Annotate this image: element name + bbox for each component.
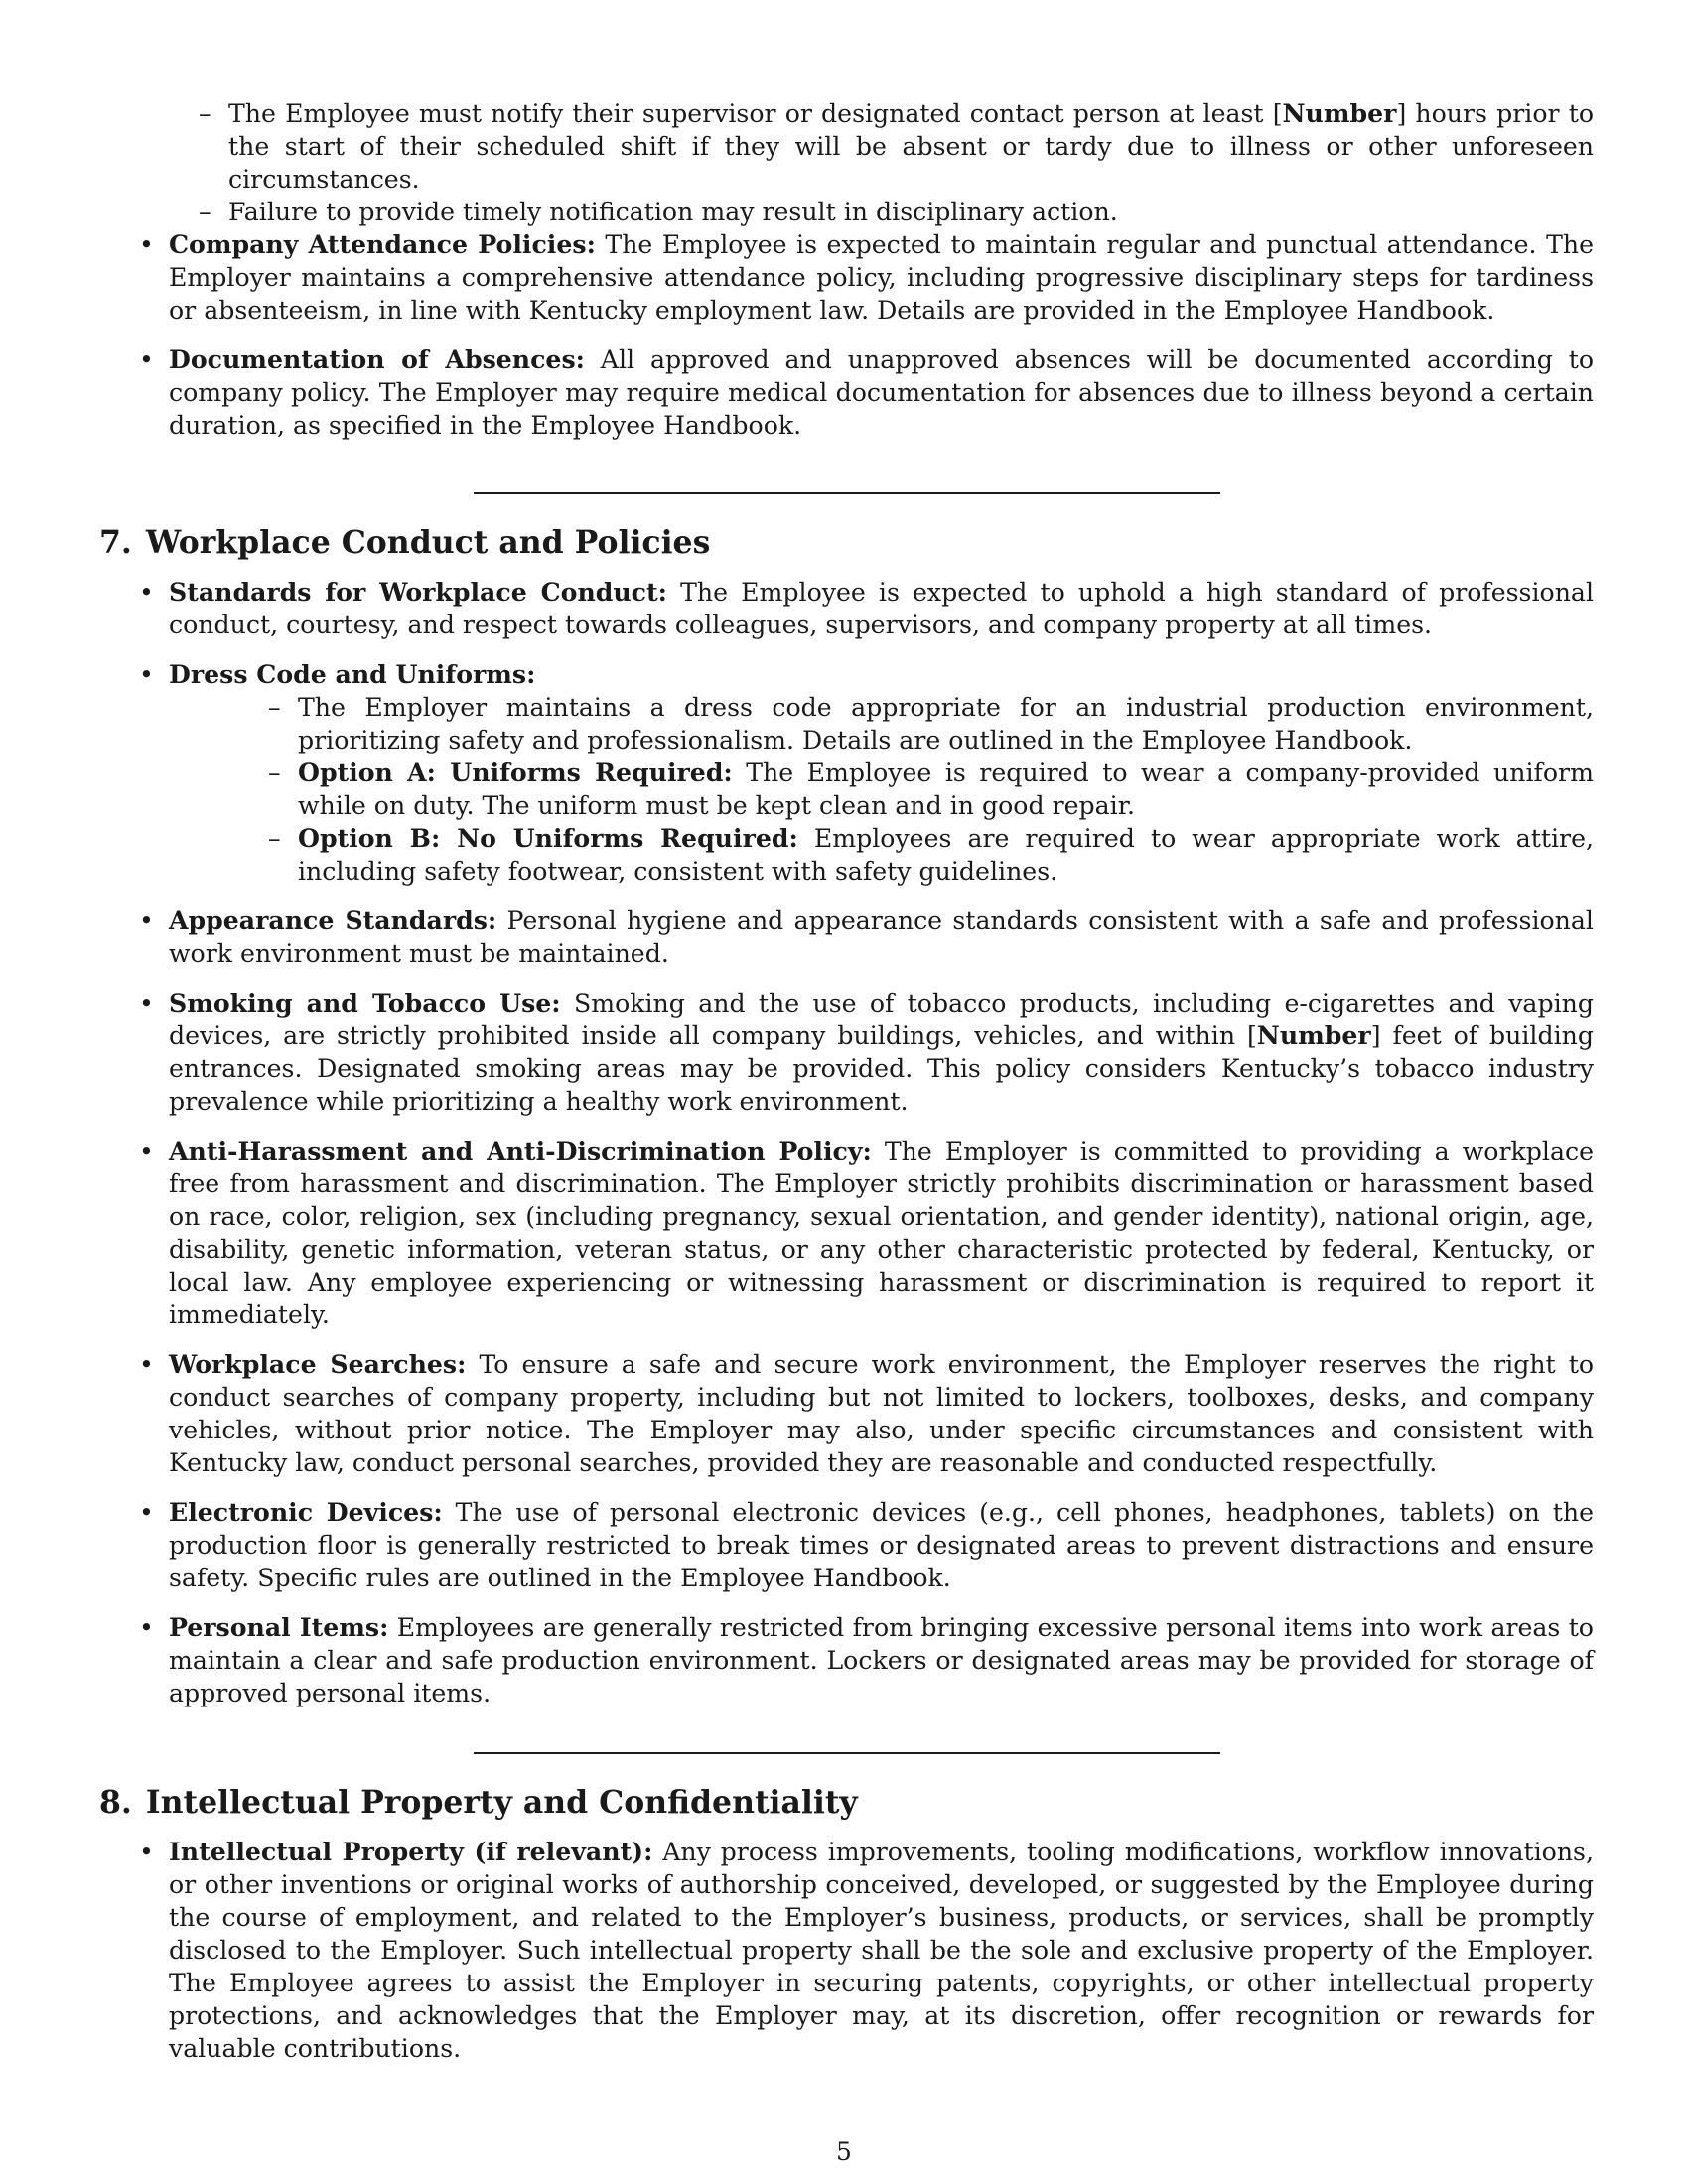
list-item: • Intellectual Property (if relevant): Any process improvements, tooling modifications, workflow innovations, or other inventions or original works of authorship conceived, developed, or suggested by the Employee during the course of employment, and related to the Employer’s business, products, or services, shall be promptly disclosed to the Employer. Such intellectual property shall be the sole and exclusive property of the Employer. The Employee agrees to assist the Employer in securing patents, copyrights, or other intellectual property protections, and acknowledges that the Employer may, at its discretion, offer recognition or rewards for valuable contributions. xyxy=(169,1836,1594,2065)
list-item: • Workplace Searches: To ensure a safe and secure work environment, the Employer reserves the right to conduct searches of company property, including but not limited to lockers, toolboxes, desks, and company vehicles, without prior notice. The Employer may also, under specific circumstances and consistent with Kentucky law, conduct personal searches, provided they are reasonable and conducted respectfully. xyxy=(169,1348,1594,1479)
section-heading: 7. Workplace Conduct and Policies xyxy=(99,524,711,561)
list-item: • Personal Items: Employees are generally restricted from bringing excessive personal items into work areas to maintain a clear and safe production environment. Lockers or designated areas may be provided for storage of approved personal items. xyxy=(169,1611,1594,1709)
dress-code-subitems xyxy=(169,691,1594,887)
list-item: – Failure to provide timely notification may result in disciplinary action. xyxy=(228,196,1594,228)
list-item: – Option B: No Uniforms Required: Employees are required to wear appropriate work attire, including safety footwear, consistent with safety guidelines. xyxy=(298,822,1594,887)
list-item: • Smoking and Tobacco Use: Smoking and the use of tobacco products, including e-cigarettes and vaping devices, are strictly prohibited inside all company buildings, vehicles, and within [Number] feet of building entrances. Designated smoking areas may be provided. This policy considers Kentucky’s tobacco industry prevalence while prioritizing a healthy work environment. xyxy=(169,987,1594,1118)
list-item: • Documentation of Absences: All approved and unapproved absences will be documented according to company policy. The Employer may require medical documentation for absences due to illness beyond a certain duration, as specified in the Employee Handbook. xyxy=(169,343,1594,442)
section-heading: 8. Intellectual Property and Confidentiality xyxy=(99,1784,858,1821)
list-item: • Anti-Harassment and Anti-Discrimination Policy: The Employer is committed to providing a workplace free from harassment and discrimination. The Employer strictly prohibits discrimination or harassment based on race, color, religion, sex (including pregnancy, sexual orientation, and gender identity), national origin, age, disability, genetic information, veteran status, or any other characteristic protected by federal, Kentucky, or local law. Any employee experiencing or witnessing harassment or discrimination is required to report it immediately. xyxy=(169,1135,1594,1331)
list-item: • Appearance Standards: Personal hygiene and appearance standards consistent with a safe and professional work environment must be maintained. xyxy=(169,904,1594,970)
section-divider xyxy=(474,492,1220,494)
notification-subitems xyxy=(99,97,1594,228)
page-content xyxy=(99,97,1594,2065)
section-divider xyxy=(474,1752,1220,1754)
list-item: – The Employee must notify their supervisor or designated contact person at least [Number] hours prior to the start of their scheduled shift if they will be absent or tardy due to illness or other unforeseen circumstances. xyxy=(228,97,1594,196)
list-item: • Standards for Workplace Conduct: The Employee is expected to uphold a high standard of professional conduct, courtesy, and respect towards colleagues, supervisors, and company property at all times. xyxy=(169,576,1594,641)
page-number: 5 xyxy=(836,2137,852,2166)
list-item: – The Employer maintains a dress code appropriate for an industrial production environment, prioritizing safety and professionalism. Details are outlined in the Employee Handbook. xyxy=(298,691,1594,756)
list-item: • Electronic Devices: The use of personal electronic devices (e.g., cell phones, headphones, tablets) on the production floor is generally restricted to break times or designated areas to prevent distractions and ensure safety. Specific rules are outlined in the Employee Handbook. xyxy=(169,1496,1594,1594)
list-item: • Company Attendance Policies: The Employee is expected to maintain regular and punctual attendance. The Employer maintains a comprehensive attendance policy, including progressive disciplinary steps for tardiness or absenteeism, in line with Kentucky employment law. Details are provided in the Employee Handbook. xyxy=(169,228,1594,327)
attendance-list xyxy=(99,228,1594,442)
list-item: • Dress Code and Uniforms: – The Employer maintains a dress code appropriate for an industrial production environment, prioritizing safety and professionalism. Details are outlined in the Employee Handbook. – Option A: Uniforms Required: The Employee is required to wear a company-provided uniform while on duty. The uniform must be kept clean and in good repair. – Option B: No Uniforms Required: Employees are required to wear appropriate work attire, including safety footwear, consistent with safety guidelines. xyxy=(169,658,1594,887)
conduct-list xyxy=(99,576,1594,1709)
list-item: – Option A: Uniforms Required: The Employee is required to wear a company-provided uniform while on duty. The uniform must be kept clean and in good repair. xyxy=(298,756,1594,822)
ip-list xyxy=(99,1836,1594,2065)
